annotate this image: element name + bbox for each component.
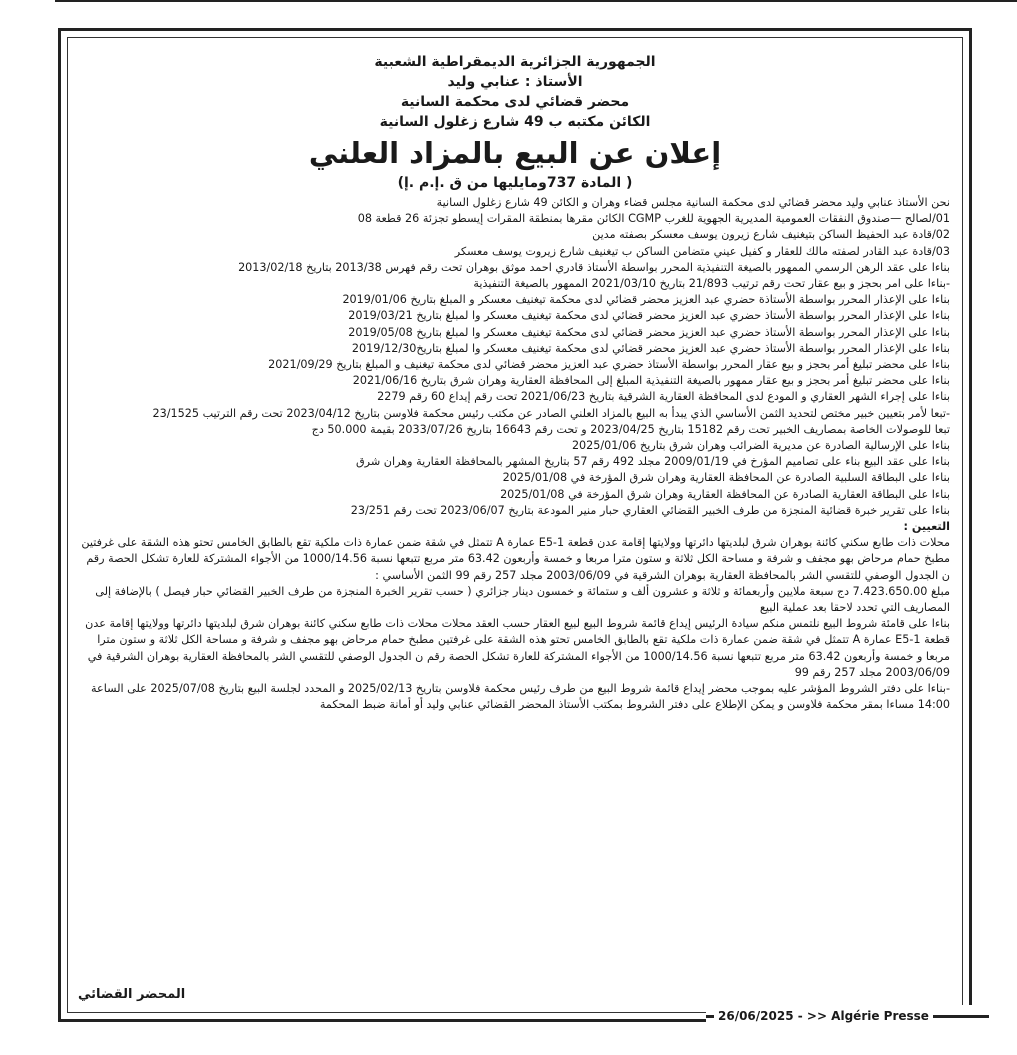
legal-article-reference: ( المادة 737ومايليها من ق .إ.م .إ): [397, 175, 633, 191]
header-republic: الجمهورية الجزائرية الديمقراطية الشعبية: [374, 54, 656, 70]
designation-paragraph: بناءا على قامئة شروط البيع نلتمس منكم سيادة الرئيس إيداع قائمة شروط البيع لبيع العقار حسب العقد محلات محلات ذات طابع سكني كائنة بوهران شرق لبلديتها دائرتها وولايتها إقامة عدن قطعة E5-1 عمارة A تتمثل في شقة ضمن عمارة ذات ملكية تقع بالطابق الخامس تحتو هذه الشقة على غرفتين مطبخ حمام مرحاض بهو مجفف و شرفة و مساحة الكل ثلاثة و ستون مترا مربعا و خمسة وأربعون 63.42 متر مربع تتبعها نسبة 1000/14.56 من الأجواء المشتركة للعارة تشكل الحصة رقم ن الجدول الوصفي للتقسي الشر بالمحافظة العقارية بوهران الشرقية في 2003/06/09 مجلد 257 رقم 99: [85, 617, 950, 679]
announcement-title: إعلان عن البيع بالمزاد العلني: [308, 136, 722, 170]
paragraph: بناءا على الإعذار المحرر بواسطة الأستاذة حضري عبد العزيز محضر قضائي لدى محكمة تيغنيف معسكر و المبلغ بتاريخ 2019/01/06: [342, 293, 950, 307]
designation-paragraph: محلات ذات طابع سكني كائنة بوهران شرق لبلديتها دائرتها وولايتها إقامة عدن قطعة E5-1 عمارة A تتمثل في شقة ضمن عمارة ذات ملكية تقع بالطابق الخامس تحتو هذه الشقة على غرفتين مطبخ حمام مرحاض بهو مجفف و شرفة و مساحة الكل ثلاثة و ستون مترا مربعا و خمسة وأربعون 63.42 متر مربع تتبعها نسبة 1000/14.56 من الأجواء المشتركة للعارة تشكل الحصة رقم ن الجدول الوصفي للتقسي الشر بالمحافظة العقارية بوهران الشرقية في 2003/06/09 مجلد 257 رقم 99 الثمن الأساسي :: [81, 536, 950, 582]
paragraph: -تبعا لأمر بتعيين خبير مختص لتحديد الثمن الأساسي الذي يبدأ به البيع بالمزاد العلني الصادر عن مكتب رئيس محكمة فلاوسن بتاريخ 2023/04/12 تحت رقم الترتيب 23/1525: [152, 406, 950, 420]
auction-date-paragraph: -بناءا على دفتر الشروط المؤشر عليه بموجب محضر إيداع قائمة شروط البيع من طرف رئيس محكمة فلاوسن بتاريخ 2025/02/13 و المحدد لجلسة البيع بتاريخ 2025/07/08 على الساعة 14:00 مساءا بمقر محكمة فلاوسن و يمكن الإطلاع على دفتر الشروط بمكتب الأستاذ المحضر القضائي عنابي وليد أو أمانة ضبط المحكمة: [91, 682, 950, 712]
paragraph: 03/قادة عبد القادر لصفته مالك للعقار و كفيل عيني متضامن الساكن ب تيغنيف شارع زيروت يوسف معسكر: [454, 244, 950, 258]
paragraph: بناءا على عقد البيع بناء على تصاميم المؤرخ في 2009/01/19 مجلد 492 رقم 57 بتاريخ المشهر بالمحافظة العقارية وهران شرق: [355, 455, 950, 469]
announcement-frame: [58, 28, 972, 1022]
footer-date-source: 26/06/2025 - >> Algérie Presse: [718, 1009, 929, 1023]
paragraph: بناءا على عقد الرهن الرسمي الممهور بالصيغة التنفيذية المحرر بواسطة الأستاذ قادري احمد موثق بوهران تحت رقم فهرس 2013/38 بتاريخ 2013/02/18: [238, 260, 950, 274]
header-bailiff-court: محضر قضائي لدى محكمة السانية: [400, 94, 630, 110]
paragraph: بناءا على إجراء الشهر العقاري و المودع لدى المحافظة العقارية الشرقية بتاريخ 2021/06/23 تحت رقم إيداع 60 رقم 2279: [377, 390, 950, 404]
paragraph: بناءا على البطاقة السلبية الصادرة عن المحافظة العقارية وهران شرق المؤرخة في 2025/01/08: [502, 471, 950, 485]
bailiff-signature: المحضر القضائي: [78, 987, 186, 1002]
paragraph: 01/لصالح —صندوق النفقات العمومية المديرية الجهوية للغرب CGMP الكائن مقرها بمنطقة المقرات إيسطو تجزئة 26 قطعة 08: [357, 212, 950, 226]
paragraph: بناءا على محضر تبليغ أمر بحجز و بيع عقار ممهور بالصيغة التنفيذية المبلغ إلى المحافظة العقارية وهران شرق بتاريخ 2021/06/16: [352, 374, 950, 388]
paragraph: تبعا للوصولات الخاصة بمصاريف الخبير تحت رقم 15182 بتاريخ 2023/04/25 و تحت رقم 16643 بتاريخ 2033/07/26 بقيمة 50.000 دج: [311, 422, 950, 436]
paragraph: بناءا على الإعذار المحرر بواسطة الأستاذ حضري عبد العزيز محضر قضائي لدى محكمة تيغنيف معسكر وا لمبلغ بتاريخ 2019/05/08: [348, 325, 950, 339]
paragraph: بناءا على الإعذار المحرر بواسطة الأستاذ حضري عبد العزيز محضر قضائي لدى محكمة تيغنيف معسكر وا لمبلغ بتاريخ 2019/03/21: [348, 309, 950, 323]
paragraph: بناءا على محضر تبليغ أمر بحجز و بيع عقار المحرر بواسطة الأستاذ حضري عبد العزيز محضر قضائي لدى محكمة تيغنيف و المبلغ بتاريخ 2021/09/29: [268, 358, 950, 372]
announcement-inner-border: [67, 37, 963, 1013]
paragraph: بناءا على البطاقة العقارية الصادرة عن المحافظة العقارية وهران شرق المؤرخة في 2025/01/08: [500, 487, 950, 501]
announcement-content: [80, 52, 950, 714]
footer-right-bar: [933, 1015, 989, 1018]
paragraph: 02/قادة عبد الحفيظ الساكن بتيغنيف شارع زيرون يوسف معسكر بصفته مدين: [592, 228, 950, 242]
paragraph: بناءا على الإعذار المحرر بواسطة الأستاذ حضري عبد العزيز محضر قضائي لدى محكمة تيغنيف معسكر وا لمبلغ بتاريخ2019/12/30: [351, 341, 950, 355]
header-office-address: الكائن مكتبه ب 49 شارع زغلول السانية: [379, 114, 651, 130]
base-price-paragraph: مبلغ 7.423.650.00 دج سبعة ملايين وأربعمائة و ثلاثة و عشرون ألف و ستمائة و خمسون دينار جزائري ( حسب تقرير الخبرة المنجزة من طرف الخبير القضائي حبار فيصل ) بالإضافة إلى المصاريف التي تحدد لاحقا بعد عملية البيع: [95, 584, 950, 615]
designation-heading: التعيين :: [903, 520, 950, 534]
paragraph: نحن الأستاذ عنابي وليد محضر قضائي لدى محكمة السانية مجلس قضاء وهران و الكائن 49 شارع زغلول السانية: [436, 196, 950, 209]
paragraph: -بناءا على امر بحجز و بيع عقار تحت رقم ترتيب 21/893 بتاريخ 2021/03/10 الممهور بالصيغة التنفيذية: [473, 277, 950, 291]
paragraph: بناءا على تقرير خبرة قضائية المنجزة من طرف الخبير القضائي العقاري حبار منير المودعة بتاريخ 2023/06/07 تحت رقم 23/251: [350, 503, 950, 517]
top-rule: [55, 0, 1017, 7]
footer-press-line: [706, 1005, 1017, 1027]
header-bailiff-name: الأستاذ : عنابي وليد: [447, 74, 583, 90]
paragraph: بناءا على الإرسالية الصادرة عن مديرية الضرائب وهران شرق بتاريخ 2025/01/06: [571, 439, 950, 453]
footer-left-bar: [706, 1015, 714, 1018]
announcement-body: [80, 195, 950, 714]
